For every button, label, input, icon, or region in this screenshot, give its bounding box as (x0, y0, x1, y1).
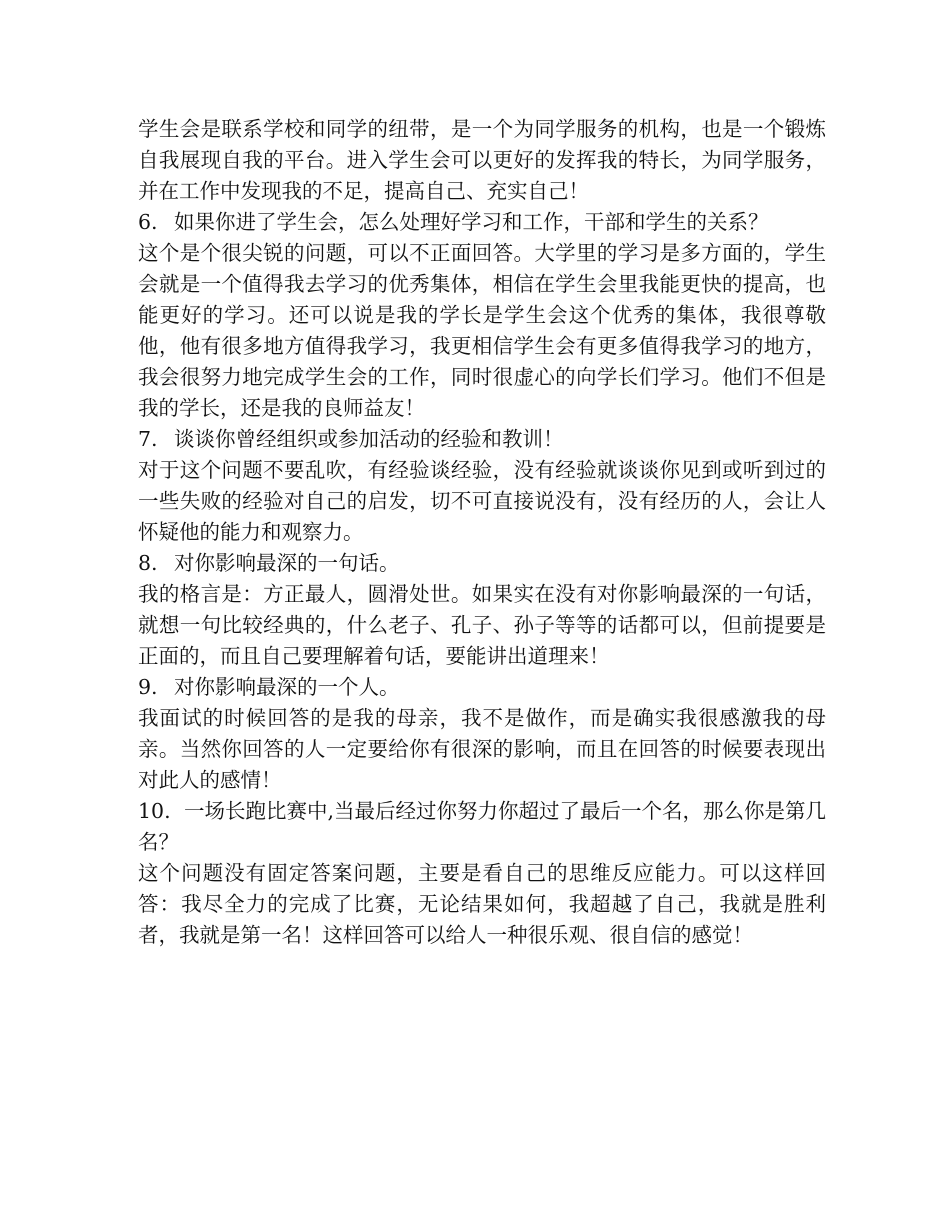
question-number: 8. (138, 551, 158, 575)
question-text: 谈谈你曾经组织或参加活动的经验和教训！ (174, 427, 564, 451)
question-item-8 (138, 548, 826, 579)
question-number: 7. (138, 427, 158, 451)
answer-paragraph: 这个是个很尖锐的问题，可以不正面回答。大学里的学习是多方面的，学生会就是一个值得我去学习的优秀集体，相信在学生会里我能更快的提高，也能更好的学习。还可以说是我的学长是学生会这个优秀的集体，我很尊敬他，他有很多地方值得我学习，我更相信学生会有更多值得我学习的地方，我会很努力地完成学生会的工作，同时很虚心的向学长们学习。他们不但是我的学长，还是我的良师益友！ (138, 241, 826, 420)
question-item-6 (138, 207, 826, 238)
document-body (138, 114, 826, 951)
question-item-7 (138, 424, 826, 455)
answer-paragraph: 我面试的时候回答的是我的母亲，我不是做作，而是确实我很感激我的母亲。当然你回答的人一定要给你有很深的影响，而且在回答的时候要表现出对此人的感情！ (138, 706, 826, 792)
question-text: 如果你进了学生会，怎么处理好学习和工作，干部和学生的关系？ (174, 210, 769, 234)
question-item-9 (138, 672, 826, 703)
answer-paragraph: 学生会是联系学校和同学的纽带，是一个为同学服务的机构，也是一个锻炼自我展现自我的平台。进入学生会可以更好的发挥我的特长，为同学服务，并在工作中发现我的不足，提高自己、充实自己！ (138, 117, 826, 203)
answer-paragraph: 对于这个问题不要乱吹，有经验谈经验，没有经验就谈谈你见到或听到过的一些失败的经验对自己的启发，切不可直接说没有，没有经历的人，会让人怀疑他的能力和观察力。 (138, 458, 826, 544)
answer-paragraph: 这个问题没有固定答案问题，主要是看自己的思维反应能力。可以这样回答：我尽全力的完成了比赛，无论结果如何，我超越了自己，我就是胜利者，我就是第一名！这样回答可以给人一种很乐观、很自信的感觉！ (138, 861, 826, 947)
question-text: 对你影响最深的一个人。 (174, 675, 400, 699)
question-number: 9. (138, 675, 158, 699)
question-number: 6. (138, 210, 158, 234)
question-item-10 (138, 796, 826, 858)
question-number: 10. (138, 799, 171, 823)
question-text: 一场长跑比赛中,当最后经过你努力你超过了最后一个名，那么你是第几名？ (138, 799, 827, 854)
answer-paragraph: 我的格言是：方正最人，圆滑处世。如果实在没有对你影响最深的一句话，就想一句比较经典的，什么老子、孔子、孙子等等的话都可以，但前提要是正面的，而且自己要理解着句话，要能讲出道理来！ (138, 582, 826, 668)
question-text: 对你影响最深的一句话。 (174, 551, 400, 575)
